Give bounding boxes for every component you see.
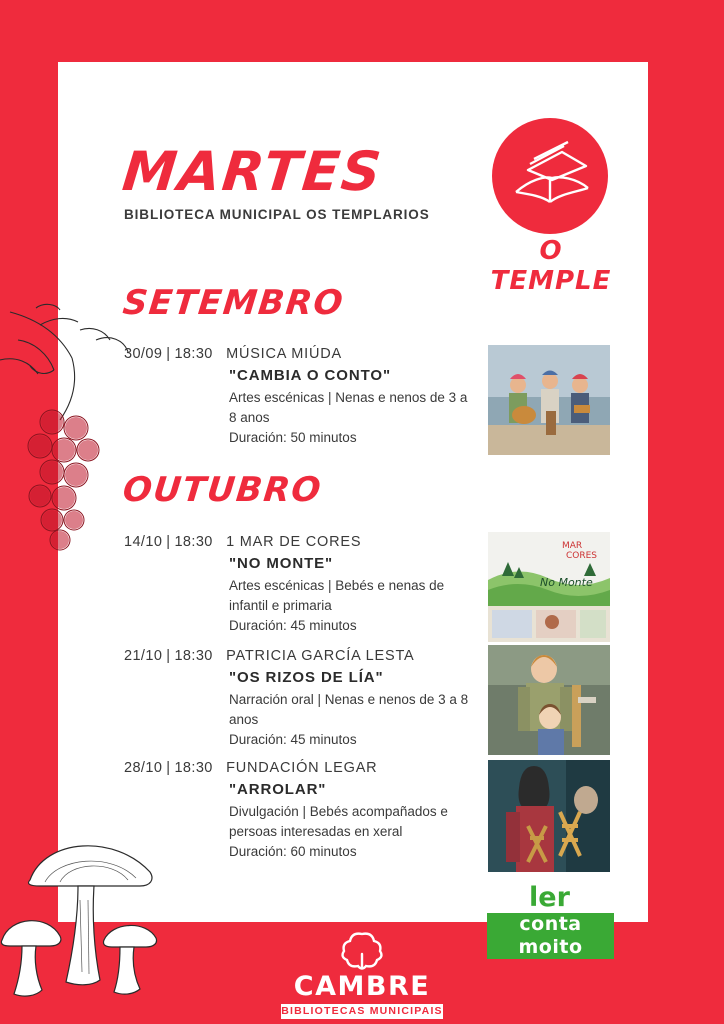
event-author: 1 MAR DE CORES: [226, 534, 362, 550]
storyteller-with-child-photo: [488, 645, 610, 755]
event-headline: [124, 346, 474, 362]
three-musicians-photo: [488, 345, 610, 455]
event-headline: [124, 648, 474, 664]
svg-text:No Monte: No Monte: [540, 576, 593, 589]
woman-with-wooden-instrument-photo: [488, 760, 610, 872]
event-description: Artes escénicas | Bebés e nenas de infantil e primaria: [229, 578, 445, 613]
no-monte-illustration: [488, 532, 610, 642]
event-item: [124, 534, 474, 636]
event-date: 14/10: [124, 534, 163, 550]
book-badge: [492, 118, 608, 234]
event-author: FUNDACIÓN LEGAR: [226, 760, 378, 776]
ler-conta-moito-logo: [487, 882, 614, 958]
event-description: Divulgación | Bebés acompañados e persoas interesadas en xeral: [229, 804, 448, 839]
branch-name: O TEMPLE: [490, 236, 612, 296]
event-photo: [488, 760, 610, 872]
svg-text:MAR: MAR: [562, 541, 583, 551]
event-show-title: "ARROLAR": [229, 781, 327, 798]
event-date: 21/10: [124, 648, 163, 664]
event-time: 18:30: [174, 760, 213, 776]
month-heading-setembro: SETEMBRO: [120, 283, 347, 323]
event-duration: Duración: 45 minutos: [229, 732, 357, 747]
month-heading-outubro: OUTUBRO: [120, 470, 324, 510]
open-book-icon: [492, 118, 608, 234]
event-author: MÚSICA MIÚDA: [226, 346, 343, 362]
event-time: 18:30: [174, 648, 213, 664]
event-headline: [124, 760, 474, 776]
cambre-logo: [281, 928, 443, 1019]
event-time: 18:30: [174, 534, 213, 550]
event-duration: Duración: 45 minutos: [229, 618, 357, 633]
event-photo: [488, 532, 610, 642]
event-author: PATRICIA GARCÍA LESTA: [226, 648, 415, 664]
event-headline: [124, 534, 474, 550]
ler-logo-bottom: conta moito: [487, 913, 614, 959]
event-duration: Duración: 60 minutos: [229, 844, 357, 859]
page-title: MARTES: [119, 140, 386, 203]
event-separator: |: [166, 760, 171, 776]
event-duration: Duración: 50 minutos: [229, 430, 357, 445]
event-item: [124, 648, 474, 750]
event-separator: |: [166, 534, 171, 550]
event-date: 28/10: [124, 760, 163, 776]
event-show-title: "NO MONTE": [229, 555, 334, 572]
event-item: [124, 346, 474, 448]
tree-icon: [332, 928, 392, 970]
ler-logo-top: ler: [529, 882, 570, 913]
event-photo: [488, 645, 610, 755]
event-time: 18:30: [174, 346, 213, 362]
event-separator: |: [166, 346, 171, 362]
event-show-title: "OS RIZOS DE LÍA": [229, 669, 384, 686]
event-item: [124, 760, 474, 862]
cambre-name: CAMBRE: [293, 971, 431, 1002]
event-photo: [488, 345, 610, 455]
svg-text:CORES: CORES: [566, 551, 598, 561]
event-description: Artes escénicas | Nenas e nenos de 3 a 8 anos: [229, 390, 468, 425]
cambre-subtitle: BIBLIOTECAS MUNICIPAIS: [281, 1005, 443, 1017]
library-subtitle: BIBLIOTECA MUNICIPAL OS TEMPLARIOS: [124, 207, 430, 222]
event-description: Narración oral | Nenas e nenos de 3 a 8 anos: [229, 692, 469, 727]
event-date: 30/09: [124, 346, 163, 362]
event-show-title: "CAMBIA O CONTO": [229, 367, 391, 384]
event-separator: |: [166, 648, 171, 664]
